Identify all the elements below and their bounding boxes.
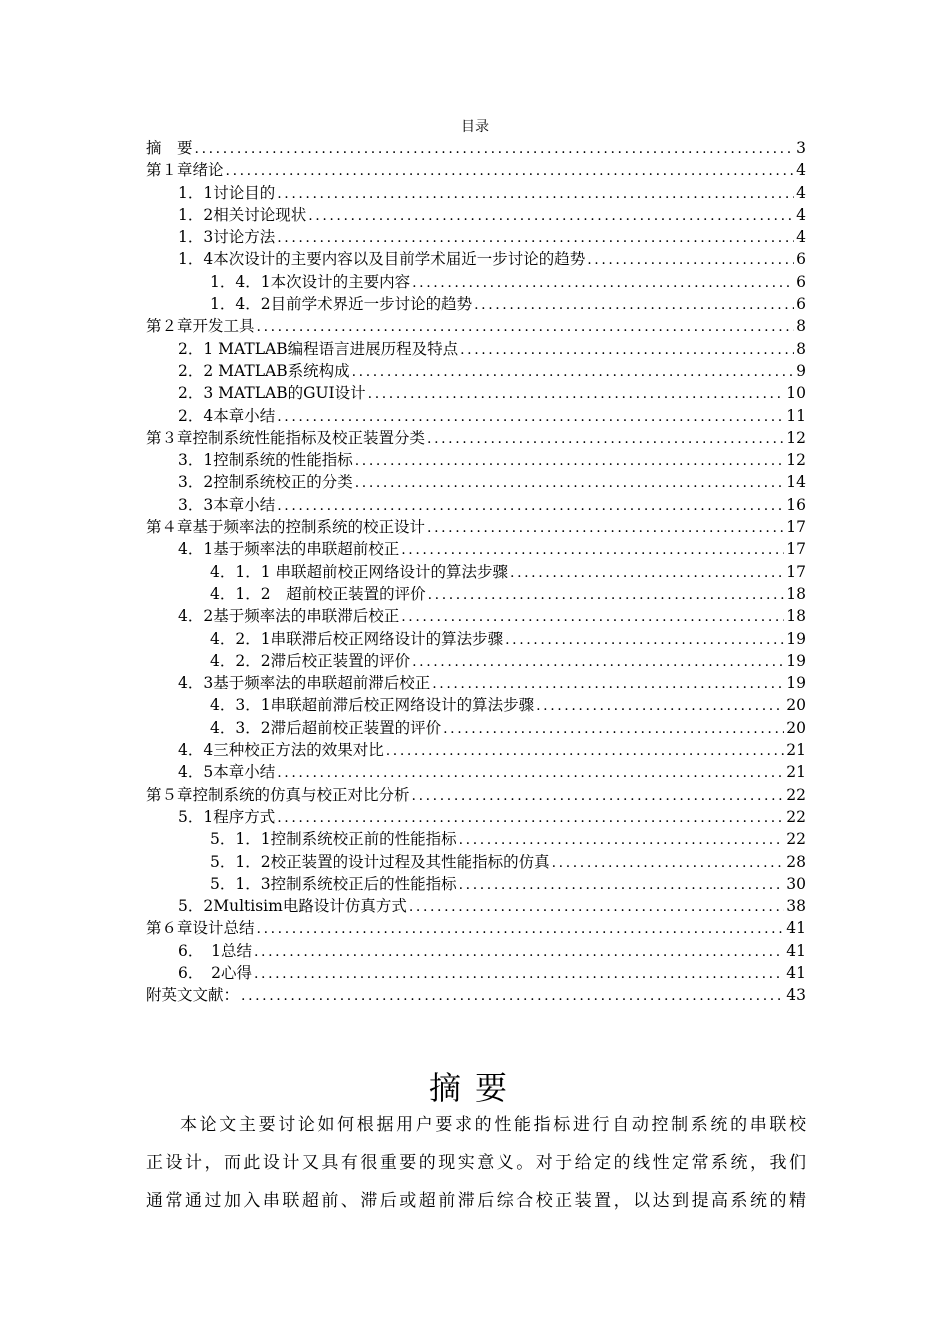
toc-entry[interactable] <box>146 851 806 873</box>
toc-entry[interactable] <box>146 694 806 716</box>
toc-dot-leader <box>277 406 784 427</box>
toc-page-number: 11 <box>786 406 806 425</box>
toc-entry[interactable] <box>146 471 806 493</box>
toc-entry-title: 第２章开发工具 <box>146 317 255 336</box>
toc-dot-leader <box>277 762 784 783</box>
toc-dot-leader <box>412 272 794 293</box>
toc-page-number: 4 <box>796 161 806 180</box>
toc-dot-leader <box>510 562 784 583</box>
toc-entry[interactable] <box>146 427 806 449</box>
toc-entry[interactable] <box>146 984 806 1006</box>
toc-dot-leader <box>536 695 784 716</box>
toc-dot-leader <box>432 673 784 694</box>
toc-entry-title: 2．1 MATLAB编程语言进展历程及特点 <box>178 339 459 358</box>
toc-entry-title: 5．1．2校正装置的设计过程及其性能指标的仿真 <box>210 852 550 871</box>
toc-entry-title: 3．2控制系统校正的分类 <box>178 473 353 492</box>
toc-dot-leader <box>459 874 785 895</box>
toc-entry-title: 4．1．2 超前校正装置的评价 <box>210 584 426 603</box>
abstract-title: 摘要 <box>428 1069 521 1107</box>
toc-entry-title: 1．3讨论方法 <box>178 228 276 247</box>
toc-entry[interactable] <box>146 828 806 850</box>
toc-entry-title: 4．1基于频率法的串联超前校正 <box>178 540 400 559</box>
toc-page-number: 18 <box>786 584 806 603</box>
toc-entry[interactable] <box>146 873 806 895</box>
toc-page-number: 19 <box>786 629 806 648</box>
toc-entry-title: 1．4本次设计的主要内容以及目前学术届近一步讨论的趋势 <box>178 250 586 269</box>
toc-page-number: 17 <box>786 562 806 581</box>
toc-dot-leader <box>460 339 794 360</box>
toc-entry[interactable] <box>146 895 806 917</box>
toc-dot-leader <box>401 539 784 560</box>
toc-entry-title: 5．2Multisim电路设计仿真方式 <box>178 897 407 916</box>
toc-entry-title: 2．3 MATLAB的GUI设计 <box>178 384 366 403</box>
toc-dot-leader <box>277 495 784 516</box>
toc-entry-title: 附英文文献： <box>146 986 240 1005</box>
toc-entry-title: 4．5本章小结 <box>178 763 276 782</box>
toc-page-number: 4 <box>796 183 806 202</box>
toc-entry[interactable] <box>146 583 806 605</box>
toc-dot-leader <box>409 896 784 917</box>
toc-page-number: 41 <box>786 919 806 938</box>
toc-entry-title: 3．3本章小结 <box>178 495 276 514</box>
toc-dot-leader <box>277 227 794 248</box>
toc-page-number: 43 <box>786 986 806 1005</box>
toc-entry[interactable] <box>146 293 806 315</box>
toc-entry-title: 第４章基于频率法的控制系统的校正设计 <box>146 518 426 537</box>
toc-dot-leader <box>254 963 784 984</box>
toc-entry-title: 4．3．2滞后超前校正装置的评价 <box>210 718 442 737</box>
toc-entry-title: 2．2 MATLAB系统构成 <box>178 361 350 380</box>
toc-entry-title: 4．2．2滞后校正装置的评价 <box>210 651 411 670</box>
toc-page-number: 22 <box>786 830 806 849</box>
toc-entry-title: 第５章控制系统的仿真与校正对比分析 <box>146 785 410 804</box>
toc-entry-title: 1．4．2目前学术界近一步讨论的趋势 <box>210 295 473 314</box>
toc-page-number: 12 <box>786 428 806 447</box>
toc-entry-title: 摘 要 <box>146 139 193 157</box>
toc-dot-leader <box>401 606 784 627</box>
abstract-paragraph-line: 通常通过加入串联超前、滞后或超前滞后综合校正装置，以达到提高系统的精 <box>146 1191 806 1211</box>
toc-entry-title: 1．1讨论目的 <box>178 183 276 202</box>
toc-entry[interactable] <box>146 360 806 382</box>
toc-entry-title: 1．4．1本次设计的主要内容 <box>210 272 411 291</box>
toc-page-number: 12 <box>786 451 806 470</box>
toc-page-number: 21 <box>786 741 806 760</box>
toc-page-number: 20 <box>786 696 806 715</box>
abstract-body <box>146 1106 806 1220</box>
toc-dot-leader <box>428 584 785 605</box>
toc-page-number: 6 <box>796 250 806 269</box>
toc-entry-title: 1．2相关讨论现状 <box>178 205 307 224</box>
toc-dot-leader <box>254 941 784 962</box>
toc-page-number: 20 <box>786 718 806 737</box>
toc-dot-leader <box>368 383 785 404</box>
toc-dot-leader <box>277 807 784 828</box>
toc-page-number: 18 <box>786 607 806 626</box>
toc-entry-title: 4．3基于频率法的串联超前滞后校正 <box>178 674 431 693</box>
toc-page-number: 19 <box>786 674 806 693</box>
toc-entry[interactable] <box>146 717 806 739</box>
toc-entry-title: 4．3．1串联超前滞后校正网络设计的算法步骤 <box>210 696 535 715</box>
toc-page-number: 41 <box>786 941 806 960</box>
toc-entry[interactable] <box>146 940 806 962</box>
toc-entry[interactable] <box>146 182 806 204</box>
toc-entry-title: 6． 2心得 <box>178 963 252 982</box>
toc-page-number: 22 <box>786 807 806 826</box>
toc-page-number: 41 <box>786 963 806 982</box>
toc-entry-title: 第１章绪论 <box>146 161 224 180</box>
toc-page-number: 16 <box>786 495 806 514</box>
toc-entry[interactable] <box>146 784 806 806</box>
toc-entry-title: 4．1．1 串联超前校正网络设计的算法步骤 <box>210 562 509 581</box>
toc-dot-leader <box>474 294 794 315</box>
toc-dot-leader <box>226 160 795 181</box>
toc-page-number: 3 <box>796 139 806 157</box>
toc-entry[interactable] <box>146 449 806 471</box>
toc-dot-leader <box>412 785 785 806</box>
toc-page-number: 6 <box>796 272 806 291</box>
toc-page-number: 4 <box>796 228 806 247</box>
toc-page-number: 19 <box>786 651 806 670</box>
toc-entry[interactable] <box>146 672 806 694</box>
toc-page-number: 8 <box>796 317 806 336</box>
toc-dot-leader <box>355 472 785 493</box>
toc-entry[interactable] <box>146 561 806 583</box>
toc-dot-leader <box>352 361 795 382</box>
toc-entry[interactable] <box>146 538 806 560</box>
toc-entry-title: 6． 1总结 <box>178 941 252 960</box>
toc-dot-leader <box>257 918 785 939</box>
toc-page-number: 10 <box>786 384 806 403</box>
toc-page-number: 4 <box>796 205 806 224</box>
toc-entry-title: 5．1．1控制系统校正前的性能指标 <box>210 830 457 849</box>
toc-entry-title: 2．4本章小结 <box>178 406 276 425</box>
toc-page-number: 21 <box>786 763 806 782</box>
toc-dot-leader <box>355 450 785 471</box>
toc-entry[interactable] <box>146 628 806 650</box>
toc-page-number: 28 <box>786 852 806 871</box>
abstract-paragraph-line: 正设计，而此设计又具有很重要的现实意义。对于给定的线性定常系统，我们 <box>146 1153 806 1173</box>
toc-page-number: 17 <box>786 518 806 537</box>
toc-entry[interactable] <box>146 806 806 828</box>
toc-entry-title: 第３章控制系统性能指标及校正装置分类 <box>146 428 426 447</box>
toc-entry-title: 5．1．3控制系统校正后的性能指标 <box>210 874 457 893</box>
toc-entry[interactable] <box>146 650 806 672</box>
toc-entry[interactable] <box>146 516 806 538</box>
toc-page-number: 9 <box>796 361 806 380</box>
toc-entry[interactable] <box>146 739 806 761</box>
toc-entry[interactable] <box>146 605 806 627</box>
toc-entry[interactable] <box>146 226 806 248</box>
toc-dot-leader <box>427 517 784 538</box>
toc-entry-title: 4．2基于频率法的串联滞后校正 <box>178 607 400 626</box>
toc-entry[interactable] <box>146 405 806 427</box>
toc-entry[interactable] <box>146 137 806 159</box>
toc-entry-title: 4．2．1串联滞后校正网络设计的算法步骤 <box>210 629 504 648</box>
toc-dot-leader <box>459 829 785 850</box>
toc-entry[interactable] <box>146 248 806 270</box>
toc-dot-leader <box>552 852 785 873</box>
toc-entry[interactable] <box>146 917 806 939</box>
toc-entry-title: 4．4三种校正方法的效果对比 <box>178 741 384 760</box>
toc-page-number: 30 <box>786 874 806 893</box>
toc-entry-title: 第６章设计总结 <box>146 919 255 938</box>
toc-entry[interactable] <box>146 761 806 783</box>
toc-entry[interactable] <box>146 962 806 984</box>
toc-dot-leader <box>443 718 784 739</box>
toc-page-number: 8 <box>796 339 806 358</box>
toc-entry[interactable] <box>146 271 806 293</box>
toc-dot-leader <box>386 740 785 761</box>
toc-entry-title: 5．1程序方式 <box>178 807 276 826</box>
toc-dot-leader <box>257 316 795 337</box>
toc-dot-leader <box>277 183 794 204</box>
toc-entry[interactable] <box>146 159 806 181</box>
toc-entry[interactable] <box>146 204 806 226</box>
toc-entry[interactable] <box>146 315 806 337</box>
toc-dot-leader <box>427 428 784 449</box>
toc-page-number: 38 <box>786 897 806 916</box>
toc-dot-leader <box>505 629 784 650</box>
toc-page-number: 14 <box>786 473 806 492</box>
table-of-contents <box>146 137 806 1007</box>
toc-dot-leader <box>241 985 784 1006</box>
toc-entry-title: 3．1控制系统的性能指标 <box>178 451 353 470</box>
toc-page-number: 17 <box>786 540 806 559</box>
toc-entry[interactable] <box>146 338 806 360</box>
toc-page-number: 6 <box>796 295 806 314</box>
toc-dot-leader <box>195 138 795 159</box>
abstract-paragraph-line: 本论文主要讨论如何根据用户要求的性能指标进行自动控制系统的串联校 <box>180 1115 806 1135</box>
toc-dot-leader <box>412 651 784 672</box>
toc-title: 目录 <box>461 119 489 135</box>
toc-entry[interactable] <box>146 382 806 404</box>
toc-dot-leader <box>587 249 794 270</box>
toc-dot-leader <box>308 205 794 226</box>
toc-page-number: 22 <box>786 785 806 804</box>
toc-entry[interactable] <box>146 494 806 516</box>
